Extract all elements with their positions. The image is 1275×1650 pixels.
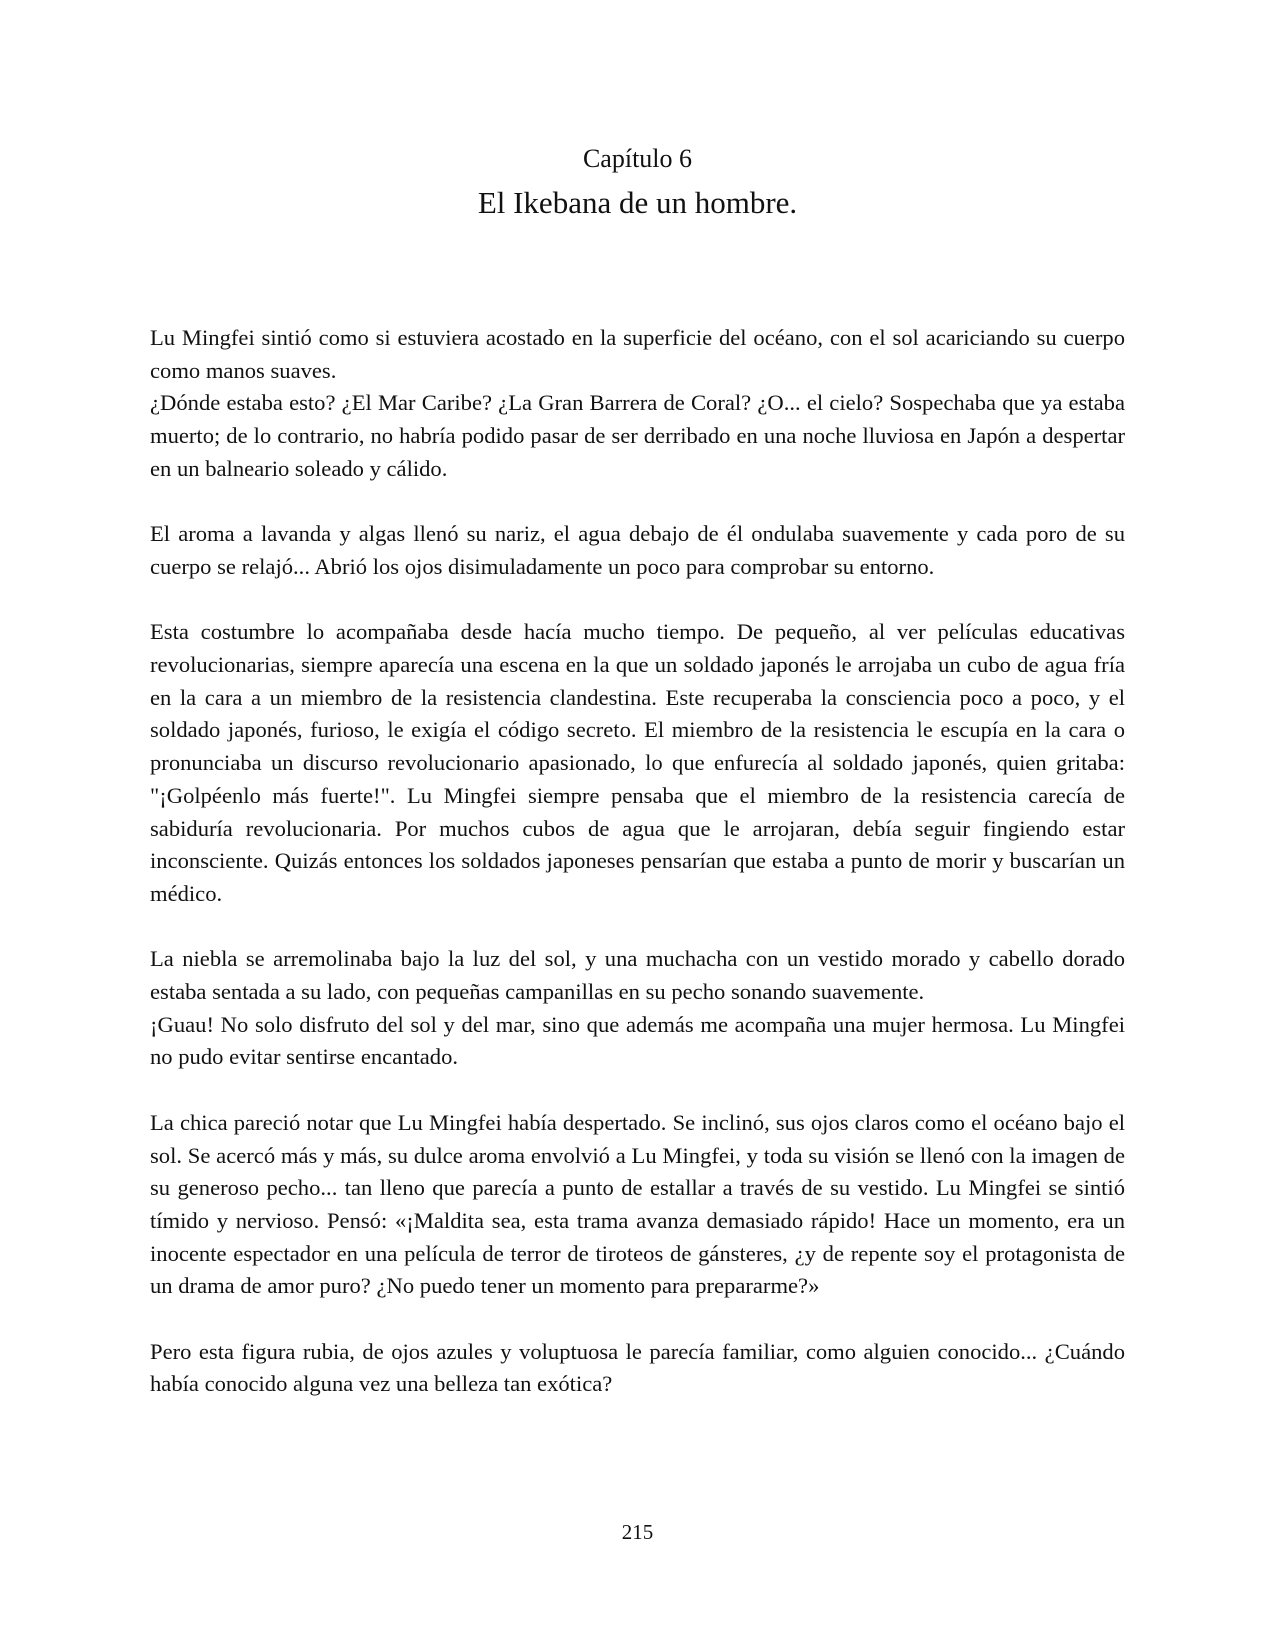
paragraph: Lu Mingfei sintió como si estuviera acostado en la superficie del océano, con el sol acariciando su cuerpo como manos suaves. (150, 325, 1125, 383)
paragraph: Esta costumbre lo acompañaba desde hacía mucho tiempo. De pequeño, al ver películas educativas revolucionarias, siempre aparecía una escena en la que un soldado japonés le arrojaba un cubo de agua fría en la cara a un miembro de la resistencia clandestina. Este recuperaba la consciencia poco a poco, y el soldado japonés, furioso, le exigía el código secreto. El miembro de la resistencia le escupía en la cara o pronunciaba un discurso revolucionario apasionado, lo que enfurecía al soldado japonés, quien gritaba: "¡Golpéenlo más fuerte!". Lu Mingfei siempre pensaba que el miembro de la resistencia carecía de sabiduría revolucionaria. Por muchos cubos de agua que le arrojaran, debía seguir fingiendo estar inconsciente. Quizás entonces los soldados japoneses pensarían que estaba a punto de morir y buscarían un médico. (150, 619, 1125, 906)
page-number: 215 (621, 1520, 654, 1544)
paragraph: ¿Dónde estaba esto? ¿El Mar Caribe? ¿La Gran Barrera de Coral? ¿O... el cielo? Sospechaba que ya estaba muerto; de lo contrario, no habría podido pasar de ser derribado en una noche lluviosa en Japón a despertar en un balneario soleado y cálido. (150, 390, 1125, 481)
paragraph: ¡Guau! No solo disfruto del sol y del mar, sino que además me acompaña una mujer hermosa. Lu Mingfei no pudo evitar sentirse encantado. (150, 1011, 1125, 1070)
paragraph: La niebla se arremolinaba bajo la luz del sol, y una muchacha con un vestido morado y cabello dorado estaba sentada a su lado, con pequeñas campanillas en su pecho sonando suavemente. (150, 946, 1125, 1005)
chapter-body (150, 322, 1125, 1401)
paragraph: El aroma a lavanda y algas llenó su nariz, el agua debajo de él ondulaba suavemente y cada poro de su cuerpo se relajó... Abrió los ojos disimuladamente un poco para comprobar su entorno. (150, 521, 1125, 579)
paragraph: Pero esta figura rubia, de ojos azules y voluptuosa le parecía familiar, como alguien conocido... ¿Cuándo había conocido alguna vez una belleza tan exótica? (150, 1338, 1125, 1397)
chapter-title: El Ikebana de un hombre. (477, 185, 798, 220)
chapter-number: Capítulo 6 (582, 144, 693, 173)
paragraph: La chica pareció notar que Lu Mingfei había despertado. Se inclinó, sus ojos claros como el océano bajo el sol. Se acercó más y más, su dulce aroma envolvió a Lu Mingfei, y toda su visión se llenó con la imagen de su generoso pecho... tan lleno que parecía a punto de estallar a través de su vestido. Lu Mingfei se sintió tímido y nervioso. Pensó: «¡Maldita sea, esta trama avanza demasiado rápido! Hace un momento, era un inocente espectador en una película de terror de tiroteos de gánsteres, ¿y de repente soy el protagonista de un drama de amor puro? ¿No puedo tener un momento para prepararme?» (150, 1109, 1125, 1299)
